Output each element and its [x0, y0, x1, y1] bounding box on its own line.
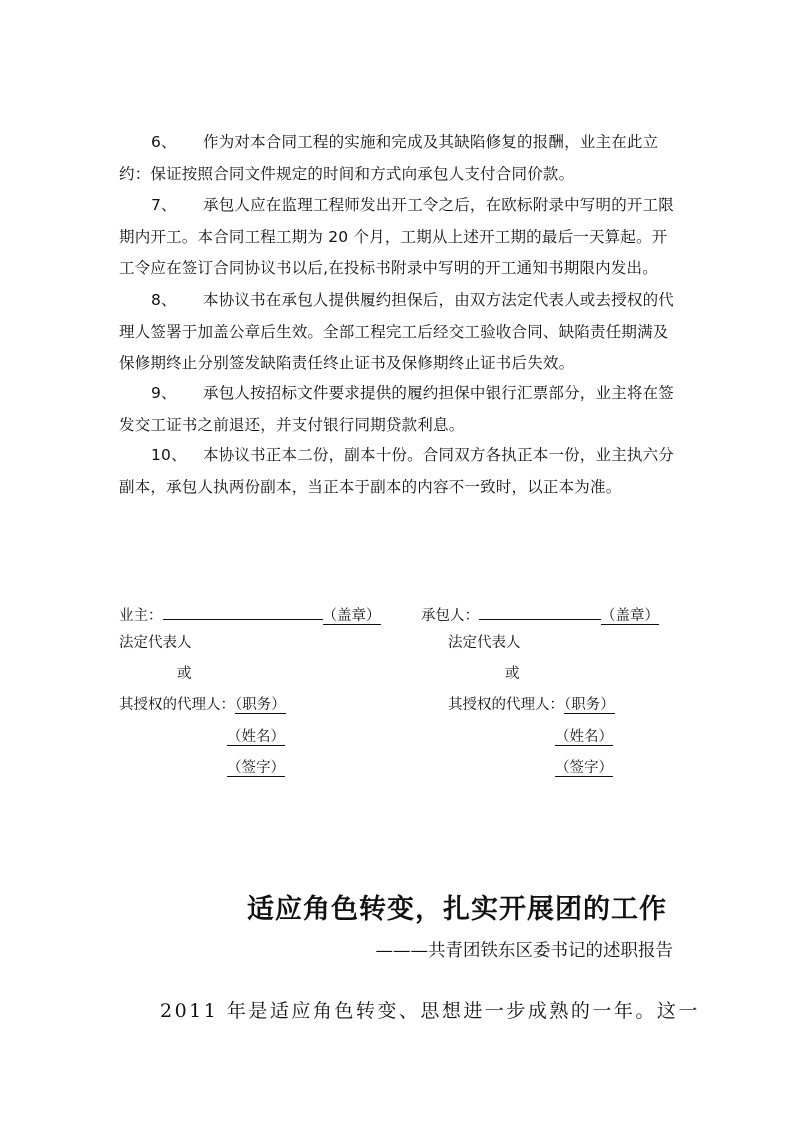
clause-7: [119, 190, 679, 285]
report-title: 适应角色转变，扎实开展团的工作: [247, 894, 667, 925]
owner-seal: （盖章）: [322, 608, 381, 624]
owner-label: 业主：: [119, 608, 163, 624]
owner-sign: （签字）: [227, 760, 285, 776]
clause-number: 10、: [151, 446, 187, 464]
owner-or: 或: [177, 666, 192, 682]
clause-text: 承包人按招标文件要求提供的履约担保中银行汇票部分，业主将在签发交工证书之前退还，并支付银行同期贷款利息。: [119, 384, 675, 434]
contractor-agent-label: 其授权的代理人：: [448, 697, 564, 713]
clause-text: 承包人应在监理工程师发出开工令之后，在欧标附录中写明的开工限期内开工。本合同工程工期为 20 个月，工期从上述开工期的最后一天算起。开工令应在签订合同协议书以后,在投标书附录中写明的开工通知书期限内发出。: [119, 196, 675, 277]
owner-agent-label: 其授权的代理人：: [119, 697, 235, 713]
contractor-or: 或: [505, 666, 520, 682]
contractor-label: 承包人：: [421, 608, 479, 624]
contractor-agent-line: [448, 695, 615, 715]
clause-text: 本协议书正本二份，副本十份。合同双方各执正本一份，业主执六分副本，承包人执两份副本，当正本于副本的内容不一致时，以正本为准。: [119, 446, 675, 496]
contractor-name: （姓名）: [555, 729, 613, 745]
clause-9: [119, 378, 679, 441]
clause-10: [119, 440, 679, 503]
clause-number: 8、: [151, 291, 177, 309]
owner-position: （职务）: [235, 697, 286, 713]
clause-text: 本协议书在承包人提供履约担保后，由双方法定代表人或去授权的代理人签署于加盖公章后生效。全部工程完工后经交工验收合同、缺陷责任期满及保修期终止分别签发缺陷责任终止证书及保修期终止证书后失效。: [119, 291, 675, 372]
contractor-blank: [479, 602, 601, 620]
owner-name: （姓名）: [227, 729, 285, 745]
contractor-signature-line: [421, 602, 659, 626]
clause-text: 作为对本合同工程的实施和完成及其缺陷修复的报酬，业主在此立约：保证按照合同文件规定的时间和方式向承包人支付合同价款。: [119, 133, 659, 183]
owner-blank: [163, 602, 323, 620]
clause-8: [119, 285, 679, 380]
contractor-legal-rep: 法定代表人: [448, 635, 521, 651]
clause-number: 6、: [151, 133, 177, 151]
owner-legal-rep: 法定代表人: [119, 635, 192, 651]
clause-number: 9、: [151, 384, 177, 402]
contractor-position: （职务）: [564, 697, 615, 713]
contractor-sign: （签字）: [555, 760, 613, 776]
report-subtitle: ———共青团铁东区委书记的述职报告: [375, 941, 673, 961]
contractor-seal: （盖章）: [601, 608, 659, 624]
owner-signature-line: [119, 602, 381, 626]
report-first-line: 2011 年是适应角色转变、思想进一步成熟的一年。这一: [160, 1000, 700, 1022]
clause-6: [119, 127, 679, 190]
clause-number: 7、: [151, 196, 177, 214]
owner-agent-line: [119, 695, 286, 715]
